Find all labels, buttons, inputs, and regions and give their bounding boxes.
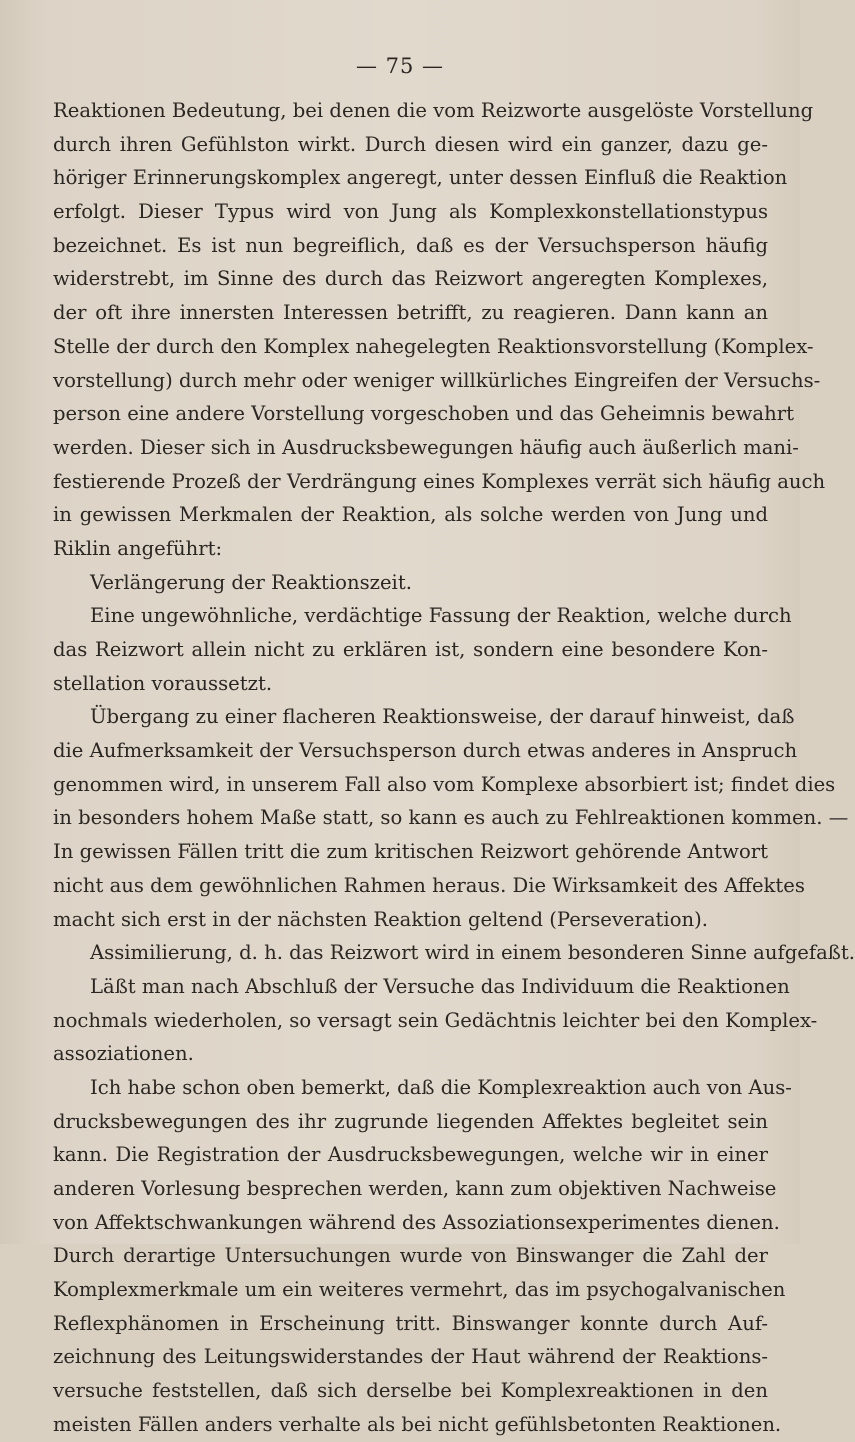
body-text xyxy=(53,94,855,1442)
text-line: in besonders hohem Maße statt, so kann es auch zu Fehlreaktionen kommen. — xyxy=(53,806,849,830)
text-line: stellation voraussetzt. xyxy=(53,671,273,695)
text-line: Ich habe schon oben bemerkt, daß die Komplexreaktion auch von Aus- xyxy=(90,1075,792,1099)
text-line: durch ihren Gefühlston wirkt. Durch diesen wird ein ganzer, dazu ge- xyxy=(53,132,768,156)
text-line: zeichnung des Leitungswiderstandes der Haut während der Reaktions- xyxy=(53,1345,768,1369)
text-line: Stelle der durch den Komplex nahegelegten Reaktionsvorstellung (Komplex- xyxy=(53,334,814,358)
text-line: kann. Die Registration der Ausdrucksbewegungen, welche wir in einer xyxy=(53,1143,768,1167)
text-line: person eine andere Vorstellung vorgeschoben und das Geheimnis bewahrt xyxy=(53,402,794,426)
text-line: nochmals wiederholen, so versagt sein Gedächtnis leichter bei den Komplex- xyxy=(53,1008,818,1032)
text-line: Assimilierung, d. h. das Reizwort wird in einem besonderen Sinne aufgefaßt. xyxy=(90,941,855,965)
text-line: der oft ihre innersten Interessen betrifft, zu reagieren. Dann kann an xyxy=(53,301,768,325)
text-line: Durch derartige Untersuchungen wurde von Binswanger die Zahl der xyxy=(53,1244,768,1268)
text-line: widerstrebt, im Sinne des durch das Reizwort angeregten Komplexes, xyxy=(53,267,768,291)
text-line: drucksbewegungen des ihr zugrunde liegenden Affektes begleitet sein xyxy=(53,1109,768,1133)
text-line: in gewissen Merkmalen der Reaktion, als solche werden von Jung und xyxy=(53,503,768,527)
text-line: anderen Vorlesung besprechen werden, kann zum objektiven Nachweise xyxy=(53,1177,777,1200)
text-line: Riklin angeführt: xyxy=(53,536,223,560)
text-line: versuche feststellen, daß sich derselbe bei Komplexreaktionen in den xyxy=(53,1379,768,1403)
text-line: erfolgt. Dieser Typus wird von Jung als Komplexkonstellationstypus xyxy=(53,200,768,224)
text-line: Verlängerung der Reaktionszeit. xyxy=(90,570,412,594)
text-line: festierende Prozeß der Verdrängung eines Komplexes verrät sich häufig auch xyxy=(53,469,826,493)
text-line: assoziationen. xyxy=(53,1042,194,1066)
text-line: meisten Fällen anders verhalte als bei nicht gefühlsbetonten Reaktionen. xyxy=(53,1412,782,1436)
text-line: Komplexmerkmale um ein weiteres vermehrt, das im psychogalvanischen xyxy=(53,1278,786,1302)
text-line: höriger Erinnerungskomplex angeregt, unter dessen Einfluß die Reaktion xyxy=(53,166,788,190)
text-line: die Aufmerksamkeit der Versuchsperson durch etwas anderes in Anspruch xyxy=(53,739,798,763)
text-line: Übergang zu einer flacheren Reaktionsweise, der darauf hinweist, daß xyxy=(90,705,795,729)
text-line: vorstellung) durch mehr oder weniger willkürliches Eingreifen der Versuchs- xyxy=(53,368,821,392)
text-line: Eine ungewöhnliche, verdächtige Fassung der Reaktion, welche durch xyxy=(90,604,792,628)
text-line: bezeichnet. Es ist nun begreiflich, daß es der Versuchsperson häufig xyxy=(53,233,768,257)
text-line: das Reizwort allein nicht zu erklären ist, sondern eine besondere Kon- xyxy=(53,638,768,661)
page-number: — 75 — xyxy=(355,54,445,78)
text-line: werden. Dieser sich in Ausdrucksbewegungen häufig auch äußerlich mani- xyxy=(53,435,799,459)
text-line: nicht aus dem gewöhnlichen Rahmen heraus. Die Wirksamkeit des Affektes xyxy=(53,873,805,897)
text-line: Reaktionen Bedeutung, bei denen die vom Reizworte ausgelöste Vorstellung xyxy=(53,99,814,122)
text-line: genommen wird, in unserem Fall also vom Komplexe absorbiert ist; findet dies xyxy=(53,772,836,796)
text-line: Läßt man nach Abschluß der Versuche das Individuum die Reaktionen xyxy=(90,974,790,998)
text-line: In gewissen Fällen tritt die zum kritischen Reizwort gehörende Antwort xyxy=(53,840,768,864)
text-line: von Affektschwankungen während des Assoziationsexperimentes dienen. xyxy=(53,1210,780,1234)
text-line: macht sich erst in der nächsten Reaktion geltend (Perseveration). xyxy=(53,907,708,931)
text-line: Reflexphänomen in Erscheinung tritt. Binswanger konnte durch Auf- xyxy=(53,1311,768,1335)
